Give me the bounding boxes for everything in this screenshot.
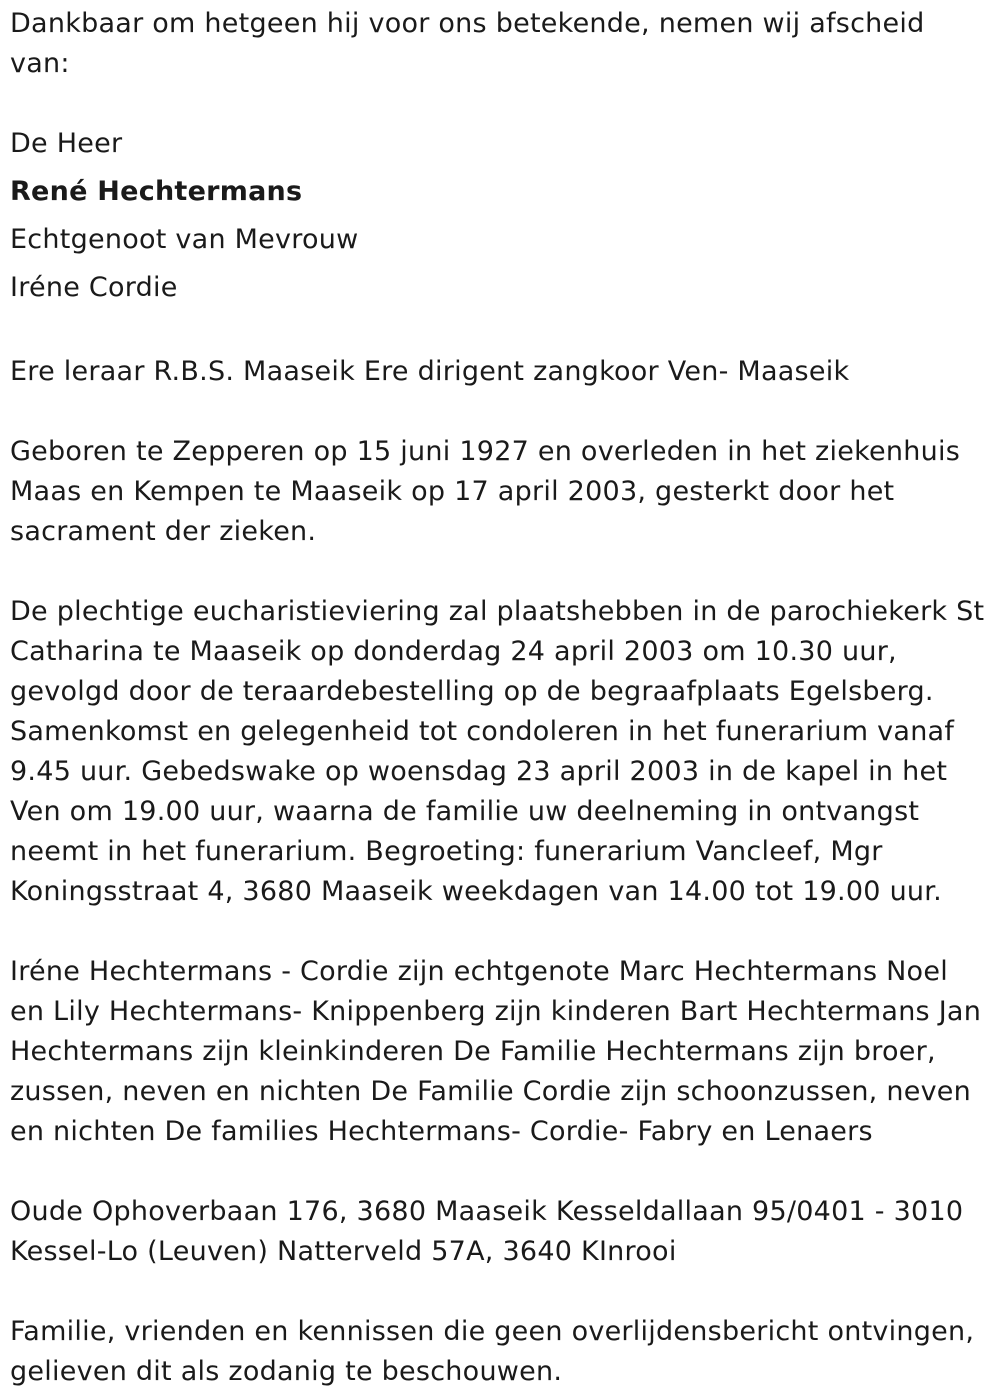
addresses-text: Oude Ophoverbaan 176, 3680 Maaseik Kesseldallaan 95/0401 - 3010 Kessel-Lo (Leuven) Natterveld 57A, 3640 KInrooi <box>10 1196 964 1267</box>
intro-text: Dankbaar om hetgeen hij voor ons betekende, nemen wij afscheid van: <box>10 8 925 79</box>
birth-death-text: Geboren te Zepperen op 15 juni 1927 en overleden in het ziekenhuis Maas en Kempen te Maaseik op 17 april 2003, gesterkt door het sacrament der zieken. <box>10 436 961 547</box>
relation-text: Echtgenoot van Mevrouw <box>10 224 359 255</box>
obituary-document <box>10 4 990 1392</box>
closing-text: Familie, vrienden en kennissen die geen overlijdensbericht ontvingen, gelieven dit als zodanig te beschouwen. <box>10 1316 975 1387</box>
ceremony-text: De plechtige eucharistieviering zal plaatshebben in de parochiekerk St Catharina te Maaseik op donderdag 24 april 2003 om 10.30 uur, gevolgd door de teraardebestelling op de begraafplaats Egelsberg. Samenkomst en gelegenheid tot condoleren in het funerarium vanaf 9.45 uur. Gebedswake op woensdag 23 april 2003 in de kapel in het Ven om 19.00 uur, waarna de familie uw deelneming in ontvangst neemt in het funerarium. Begroeting: funerarium Vancleef, Mgr Koningsstraat 4, 3680 Maaseik weekdagen van 14.00 tot 19.00 uur. <box>10 596 985 907</box>
titles-text: Ere leraar R.B.S. Maaseik Ere dirigent zangkoor Ven- Maaseik <box>10 356 850 387</box>
family-text: Iréne Hechtermans - Cordie zijn echtgenote Marc Hechtermans Noel en Lily Hechtermans- Knippenberg zijn kinderen Bart Hechtermans Jan Hechtermans zijn kleinkinderen De Familie Hechtermans zijn broer, zussen, neven en nichten De Familie Cordie zijn schoonzussen, neven en nichten De families Hechtermans- Cordie- Fabry en Lenaers <box>10 956 982 1147</box>
spouse-name: Iréne Cordie <box>10 272 178 303</box>
deceased-name: René Hechtermans <box>10 176 303 207</box>
salutation: De Heer <box>10 128 123 159</box>
